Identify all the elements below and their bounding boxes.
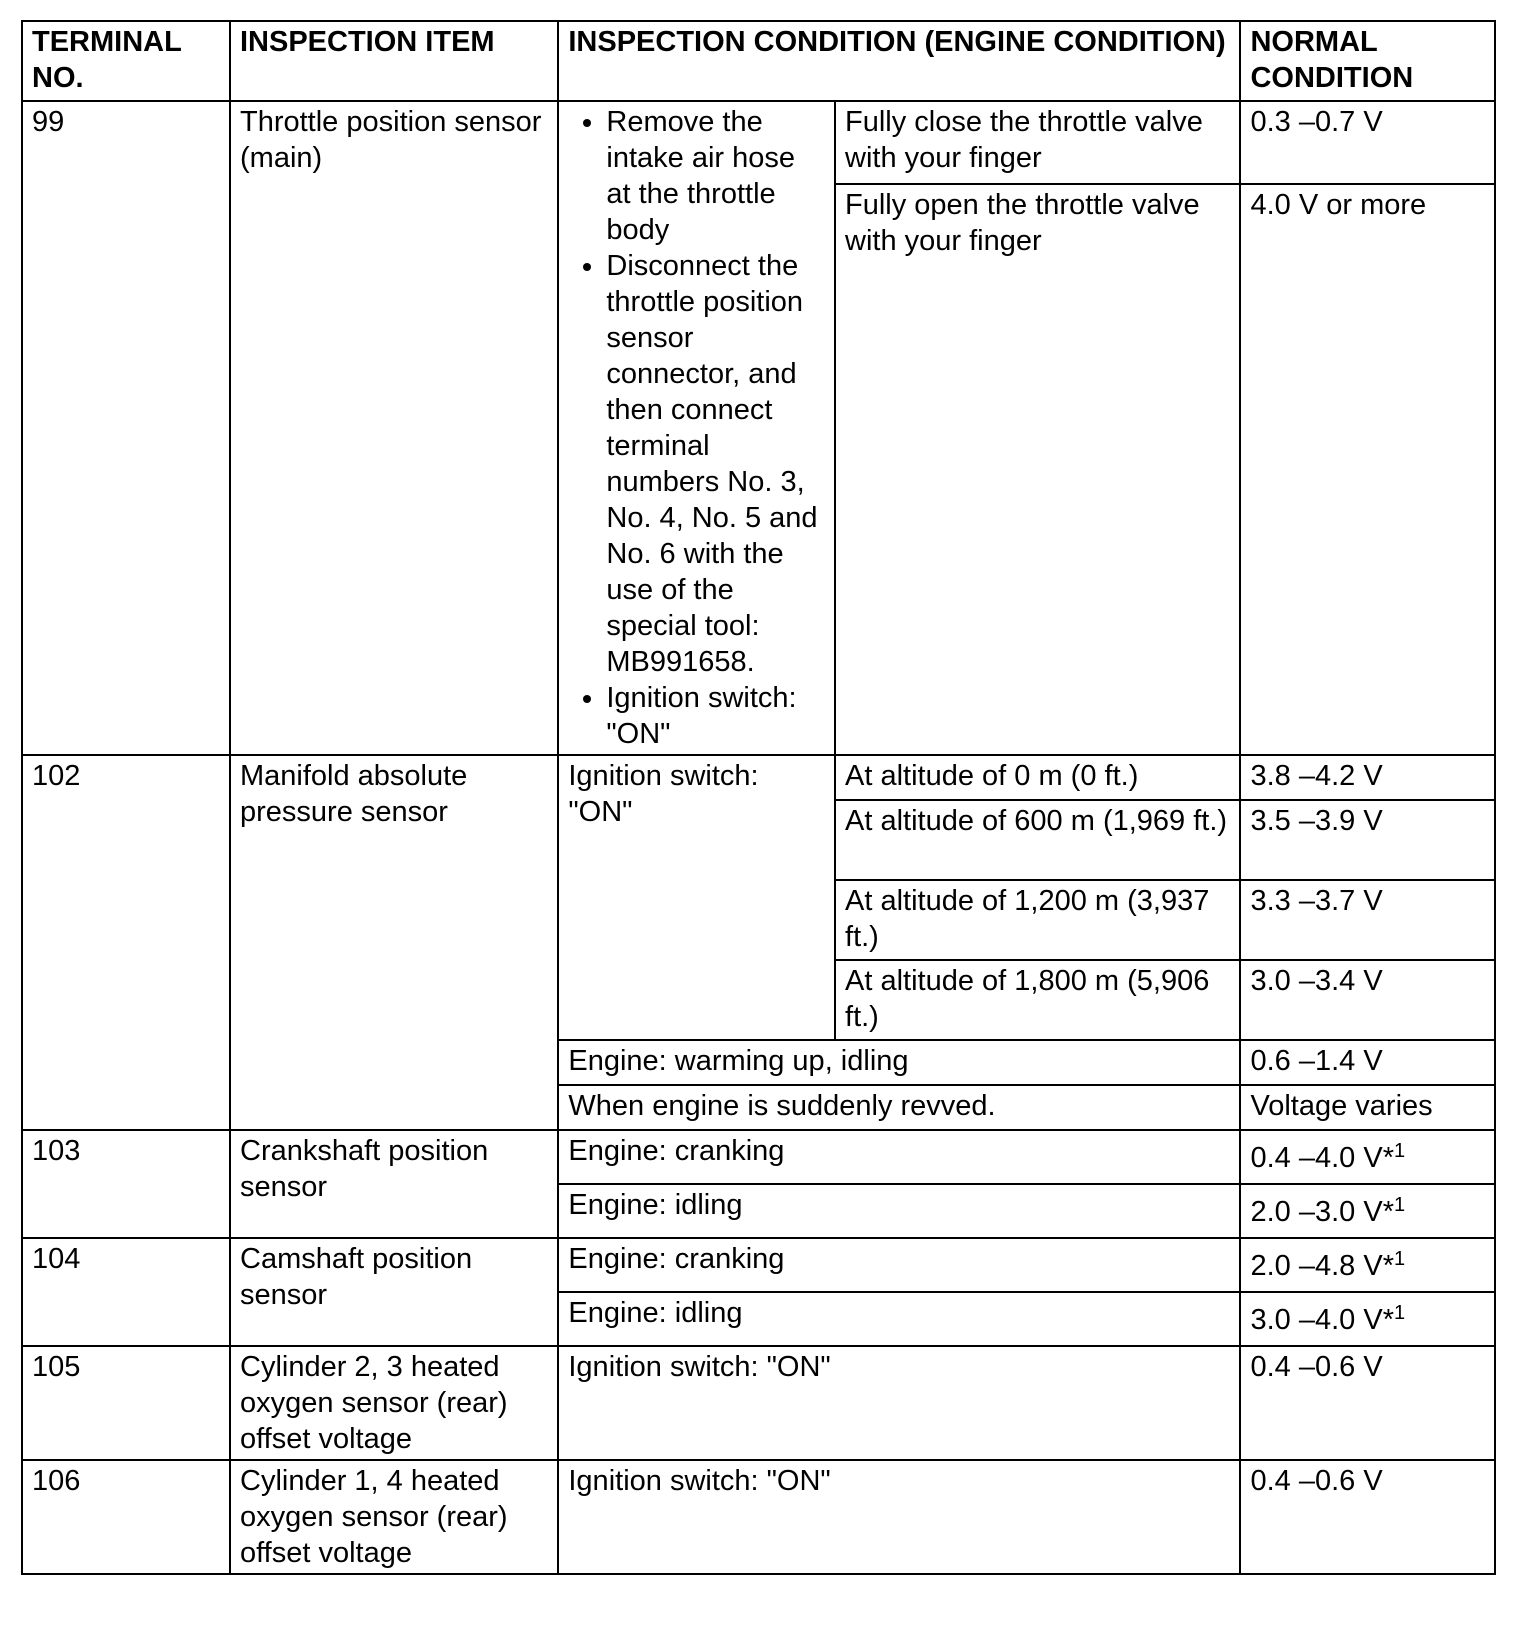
inspection-condition-cell: Engine: warming up, idling bbox=[558, 1040, 1240, 1085]
footnote-number: 1 bbox=[1394, 1302, 1406, 1324]
table-row bbox=[22, 1130, 1495, 1184]
sub-condition-cell: At altitude of 1,200 m (3,937 ft.) bbox=[835, 880, 1240, 960]
normal-condition-cell bbox=[1240, 1130, 1495, 1184]
normal-value: 0.4 –4.0 V bbox=[1250, 1142, 1383, 1174]
terminal-cell: 102 bbox=[22, 755, 230, 1130]
inspection-condition-cell: Ignition switch: "ON" bbox=[558, 755, 835, 1040]
terminal-inspection-table bbox=[21, 20, 1496, 1575]
terminal-cell: 99 bbox=[22, 101, 230, 755]
sub-condition-cell: At altitude of 0 m (0 ft.) bbox=[835, 755, 1240, 800]
sub-condition-cell: At altitude of 1,800 m (5,906 ft.) bbox=[835, 960, 1240, 1040]
footnote-marker: * bbox=[1382, 1196, 1394, 1228]
table-row bbox=[22, 1238, 1495, 1292]
list-item: • Ignition switch: "ON" bbox=[606, 680, 826, 752]
table-row bbox=[22, 755, 1495, 800]
inspection-condition-cell: Engine: cranking bbox=[558, 1238, 1240, 1292]
header-terminal-no: TERMINAL NO. bbox=[22, 21, 230, 101]
header-inspection-item: INSPECTION ITEM bbox=[230, 21, 558, 101]
inspection-condition-cell: Ignition switch: "ON" bbox=[558, 1346, 1240, 1460]
normal-condition-cell: 0.4 –0.6 V bbox=[1240, 1346, 1495, 1460]
header-inspection-condition: INSPECTION CONDITION (ENGINE CONDITION) bbox=[558, 21, 1240, 101]
normal-condition-cell: Voltage varies bbox=[1240, 1085, 1495, 1130]
footnote-number: 1 bbox=[1394, 1194, 1406, 1216]
normal-condition-cell bbox=[1240, 1184, 1495, 1238]
normal-condition-cell: 3.8 –4.2 V bbox=[1240, 755, 1495, 800]
normal-condition-cell: 0.6 –1.4 V bbox=[1240, 1040, 1495, 1085]
normal-value: 2.0 –4.8 V bbox=[1250, 1250, 1383, 1282]
inspection-item-cell: Camshaft position sensor bbox=[230, 1238, 558, 1346]
normal-value: 2.0 –3.0 V bbox=[1250, 1196, 1383, 1228]
normal-condition-cell: 3.5 –3.9 V bbox=[1240, 800, 1495, 880]
inspection-item-cell: Cylinder 1, 4 heated oxygen sensor (rear) offset voltage bbox=[230, 1460, 558, 1574]
inspection-condition-cell: Engine: idling bbox=[558, 1184, 1240, 1238]
list-item: • Disconnect the throttle position sensor connector, and then connect terminal numbers No. 3, No. 4, No. 5 and No. 6 with the use of the special tool: MB991658. bbox=[606, 248, 826, 680]
inspection-condition-cell: Ignition switch: "ON" bbox=[558, 1460, 1240, 1574]
inspection-condition-cell: Engine: idling bbox=[558, 1292, 1240, 1346]
table-row bbox=[22, 101, 1495, 184]
table-row bbox=[22, 1346, 1495, 1460]
inspection-item-cell: Crankshaft position sensor bbox=[230, 1130, 558, 1238]
sub-condition-cell: At altitude of 600 m (1,969 ft.) bbox=[835, 800, 1240, 880]
sub-condition-cell: Fully close the throttle valve with your finger bbox=[835, 101, 1240, 184]
normal-condition-cell bbox=[1240, 1238, 1495, 1292]
inspection-condition-cell: Engine: cranking bbox=[558, 1130, 1240, 1184]
normal-condition-cell: 3.0 –3.4 V bbox=[1240, 960, 1495, 1040]
normal-value: 3.0 –4.0 V bbox=[1250, 1304, 1383, 1336]
footnote-marker: * bbox=[1382, 1304, 1394, 1336]
table-row bbox=[22, 1460, 1495, 1574]
normal-condition-cell: 0.3 –0.7 V bbox=[1240, 101, 1495, 184]
normal-condition-cell: 0.4 –0.6 V bbox=[1240, 1460, 1495, 1574]
normal-condition-cell: 3.3 –3.7 V bbox=[1240, 880, 1495, 960]
normal-condition-cell: 4.0 V or more bbox=[1240, 184, 1495, 755]
terminal-cell: 103 bbox=[22, 1130, 230, 1238]
terminal-cell: 106 bbox=[22, 1460, 230, 1574]
inspection-condition-cell bbox=[558, 101, 835, 755]
inspection-item-cell: Throttle position sensor (main) bbox=[230, 101, 558, 755]
condition-bullet-list bbox=[568, 104, 826, 752]
normal-condition-cell bbox=[1240, 1292, 1495, 1346]
terminal-cell: 104 bbox=[22, 1238, 230, 1346]
inspection-item-cell: Manifold absolute pressure sensor bbox=[230, 755, 558, 1130]
list-item: • Remove the intake air hose at the throttle body bbox=[606, 104, 826, 248]
footnote-number: 1 bbox=[1394, 1248, 1406, 1270]
footnote-number: 1 bbox=[1394, 1140, 1406, 1162]
footnote-marker: * bbox=[1382, 1250, 1394, 1282]
sub-condition-cell: Fully open the throttle valve with your finger bbox=[835, 184, 1240, 755]
terminal-cell: 105 bbox=[22, 1346, 230, 1460]
footnote-marker: * bbox=[1382, 1142, 1394, 1174]
header-normal-condition: NORMAL CONDITION bbox=[1240, 21, 1495, 101]
header-row bbox=[22, 21, 1495, 101]
inspection-item-cell: Cylinder 2, 3 heated oxygen sensor (rear) offset voltage bbox=[230, 1346, 558, 1460]
inspection-condition-cell: When engine is suddenly revved. bbox=[558, 1085, 1240, 1130]
